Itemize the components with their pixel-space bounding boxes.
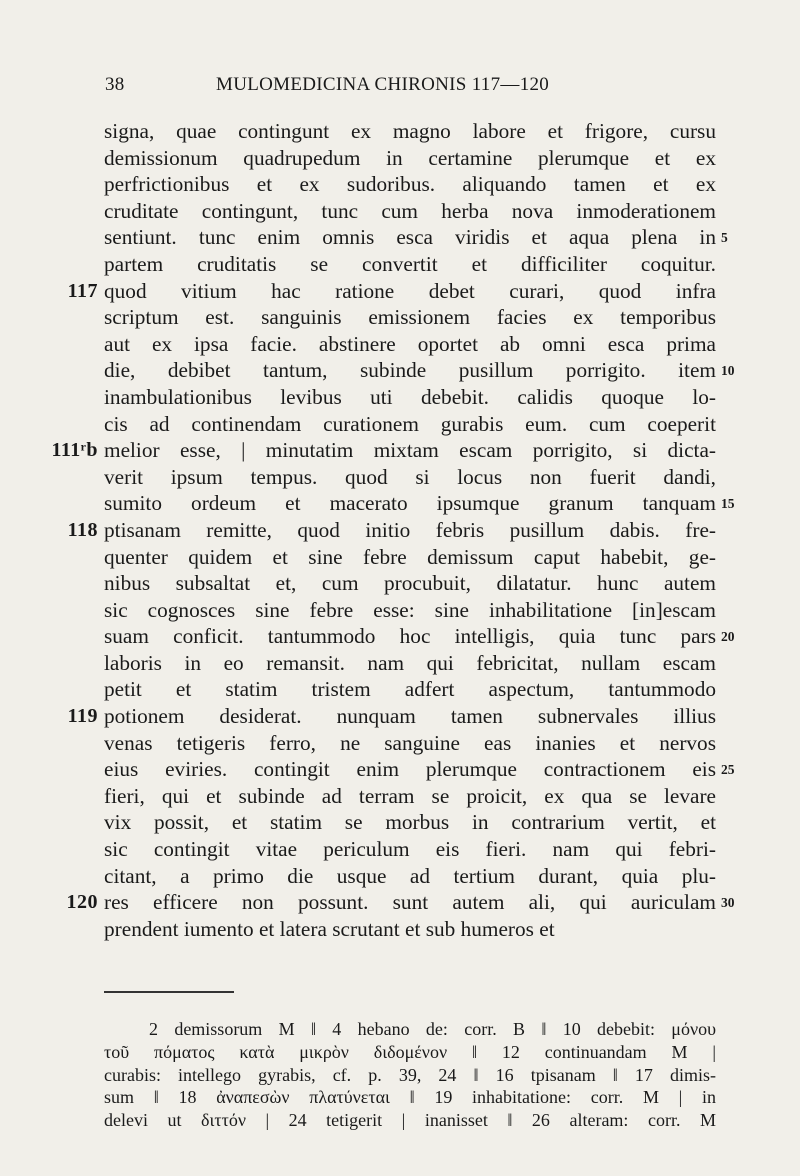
- text-line-content: signa, quae contingunt ex magno labore et frigore, cursu: [104, 119, 716, 143]
- line-number: 15: [721, 496, 735, 512]
- text-line-content: quod vitium hac ratione debet curari, quod infra: [104, 278, 716, 303]
- text-line-content: potionem desiderat. nunquam tamen subnervales illius: [104, 704, 716, 729]
- text-line: [104, 357, 735, 384]
- text-line-content: verit ipsum tempus. quod si locus non fuerit dandi,: [104, 464, 716, 489]
- text-line: [51, 437, 716, 464]
- text-line: [104, 145, 716, 172]
- text-line-content: inambulationibus levibus uti debebit. calidis quoque lo-: [104, 384, 716, 409]
- section-number: 119: [67, 705, 98, 728]
- text-line: [104, 251, 716, 278]
- text-line-content: partem cruditatis se convertit et difficiliter coquitur.: [104, 251, 716, 276]
- text-line: [104, 570, 716, 597]
- text-line-content: prendent iumento et latera scrutant et sub humeros et: [104, 916, 555, 941]
- text-line: [104, 676, 716, 703]
- line-number: 20: [721, 629, 735, 645]
- text-line-content: aut ex ipsa facie. abstinere oportet ab omni esca prima: [104, 331, 716, 356]
- footnote-line: [104, 1064, 716, 1087]
- text-line: [104, 304, 716, 331]
- text-line: [104, 783, 716, 810]
- line-number: 30: [721, 895, 735, 911]
- footnote-line-content: delevi ut διττόν | 24 tetigerit | inanisset ‖ 26 alteram: corr. M: [104, 1110, 716, 1131]
- text-line: [67, 517, 716, 544]
- text-line: [104, 224, 728, 251]
- running-title: MULOMEDICINA CHIRONIS 117—120: [216, 74, 550, 95]
- footnote-line-content: sum ‖ 18 ἀναπεσὼν πλατύνεται ‖ 19 inhabitatione: corr. M | in: [104, 1087, 716, 1108]
- running-header: [105, 74, 725, 100]
- text-line-content: sic contingit vitae periculum eis fieri. nam qui febri-: [104, 837, 716, 862]
- text-line: [67, 278, 716, 305]
- section-number: 118: [67, 518, 98, 541]
- text-line: [104, 756, 735, 783]
- main-text: [51, 118, 735, 942]
- text-line: [104, 863, 716, 890]
- text-line: [104, 331, 716, 358]
- text-line: [104, 464, 716, 491]
- line-number: 5: [721, 230, 728, 246]
- text-line-content: petit et statim tristem adfert aspectum, tantummodo: [104, 677, 716, 702]
- footnote-line-content: 2 demissorum M ‖ 4 hebano de: corr. B ‖ 10 debebit: μόνου: [149, 1019, 716, 1039]
- text-line: [104, 544, 716, 571]
- line-number: 10: [721, 363, 735, 379]
- text-line-content: quenter quidem et sine febre demissum caput habebit, ge-: [104, 544, 716, 569]
- text-line: [104, 730, 716, 757]
- text-line-content: perfrictionibus et ex sudoribus. aliquando tamen et ex: [104, 172, 716, 197]
- text-line: [104, 171, 716, 198]
- section-number: 120: [66, 891, 98, 914]
- text-line: [104, 916, 716, 943]
- footnote-line: [104, 1086, 716, 1109]
- text-line-content: laboris in eo remansit. nam qui febricitat, nullam escam: [104, 650, 716, 675]
- section-number: 117: [67, 279, 98, 302]
- text-line-content: cruditate contingunt, tunc cum herba nova inmoderationem: [104, 198, 716, 223]
- text-line-content: citant, a primo die usque ad tertium durant, quia plu-: [104, 863, 716, 888]
- text-line-content: ptisanam remitte, quod initio febris pusillum dabis. fre-: [104, 517, 716, 542]
- text-line: [104, 836, 716, 863]
- text-line: [104, 809, 716, 836]
- line-number: 25: [721, 762, 735, 778]
- text-line-content: sic cognosces sine febre esse: sine inhabilitatione [in]escam: [104, 597, 716, 622]
- text-line: [66, 889, 735, 916]
- text-line-content: demissionum quadrupedum in certamine plerumque et ex: [104, 145, 716, 170]
- footnote-rule: [104, 991, 234, 993]
- text-line-content: vix possit, et statim se morbus in contrarium vertit, et: [104, 810, 716, 835]
- text-line: [104, 411, 716, 438]
- footnote-line-content: τοῦ πόματος κατὰ μικρὸν διδομένον ‖ 12 continuandam M |: [104, 1041, 716, 1062]
- text-line: [104, 597, 716, 624]
- section-number: 111ʳb: [51, 439, 98, 462]
- text-line-content: die, debibet tantum, subinde pusillum porrigito. item: [104, 358, 716, 383]
- text-line-content: scriptum est. sanguinis emissionem facies ex temporibus: [104, 305, 716, 330]
- text-line-content: fieri, qui et subinde ad terram se proicit, ex qua se levare: [104, 783, 716, 808]
- text-line: [104, 384, 716, 411]
- text-line: [104, 118, 716, 145]
- text-line-content: nibus subsaltat et, cum procubuit, dilatatur. hunc autem: [104, 571, 716, 596]
- text-line-content: cis ad continendam curationem gurabis eum. cum coeperit: [104, 411, 716, 436]
- footnote-line: [104, 1041, 716, 1064]
- text-line-content: sentiunt. tunc enim omnis esca viridis et aqua plena in: [104, 225, 716, 250]
- text-line-content: eius eviries. contingit enim plerumque contractionem eis: [104, 757, 716, 782]
- text-line-content: venas tetigeris ferro, ne sanguine eas inanies et nervos: [104, 730, 716, 755]
- text-line-content: suam conficit. tantummodo hoc intelligis, quia tunc pars: [104, 624, 716, 649]
- footnote-line: [104, 1018, 716, 1041]
- text-line: [104, 198, 716, 225]
- footnote-line: [104, 1109, 716, 1132]
- text-line: [104, 650, 716, 677]
- text-line: [67, 703, 716, 730]
- footnote-line-content: curabis: intellego gyrabis, cf. p. 39, 24 ‖ 16 tpisanam ‖ 17 dimis-: [104, 1064, 716, 1085]
- apparatus-criticus: [104, 1018, 716, 1132]
- page-number: 38: [105, 74, 125, 95]
- text-line: [104, 490, 735, 517]
- text-line-content: res efficere non possunt. sunt autem ali, qui auriculam: [104, 890, 716, 915]
- text-line-content: sumito ordeum et macerato ipsumque granum tanquam: [104, 491, 716, 516]
- text-line-content: melior esse, | minutatim mixtam escam porrigito, si dicta-: [104, 438, 716, 463]
- text-line: [104, 623, 735, 650]
